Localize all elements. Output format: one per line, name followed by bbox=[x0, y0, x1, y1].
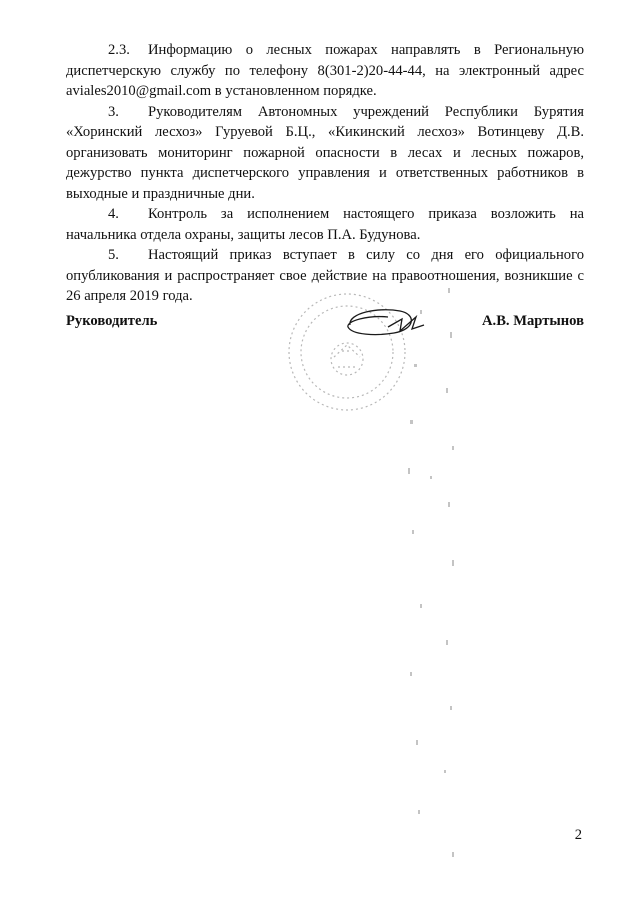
paragraph-number: 2.3. bbox=[108, 42, 130, 58]
signatory-title: Руководитель bbox=[66, 313, 158, 329]
signatory-name: А.В. Мартынов bbox=[482, 313, 584, 329]
paragraph-text: Информацию о лесных пожарах направлять в Региональную диспетчерскую службу по телефону 8(301-2)20-44-44, на электронный адрес aviales2010@gmail.com в установленном порядке. bbox=[66, 42, 584, 99]
paragraph-text: Руководителям Автономных учреждений Республики Бурятия «Хоринский лесхоз» Гуруевой Б.Ц., «Кикинский лесхоз» Вотинцеву Д.В. организовать мониторинг пожарной опасности в лесах и лесных пожаров, дежурство пункта диспетчерского управления и ответственных работников в выходные и праздничные дни. bbox=[66, 103, 584, 202]
paragraph-text: Настоящий приказ вступает в силу со дня его официального опубликования и распространяет свое действие на правоотношения, возникшие с 26 апреля 2019 года. bbox=[66, 247, 584, 304]
page-number: 2 bbox=[574, 827, 582, 843]
paragraph-number: 5. bbox=[108, 247, 119, 263]
order-body bbox=[66, 40, 584, 307]
paragraph-number: 4. bbox=[108, 206, 119, 222]
paragraph-3 bbox=[66, 102, 584, 205]
paragraph-4 bbox=[66, 204, 584, 245]
paragraph-2-3 bbox=[66, 40, 584, 102]
paragraph-number: 3. bbox=[108, 103, 119, 120]
paragraph-text: Контроль за исполнением настоящего приказа возложить на начальника отдела охраны, защиты лесов П.А. Будунова. bbox=[66, 206, 584, 243]
scan-specks bbox=[390, 270, 470, 890]
signature-block bbox=[66, 313, 584, 337]
